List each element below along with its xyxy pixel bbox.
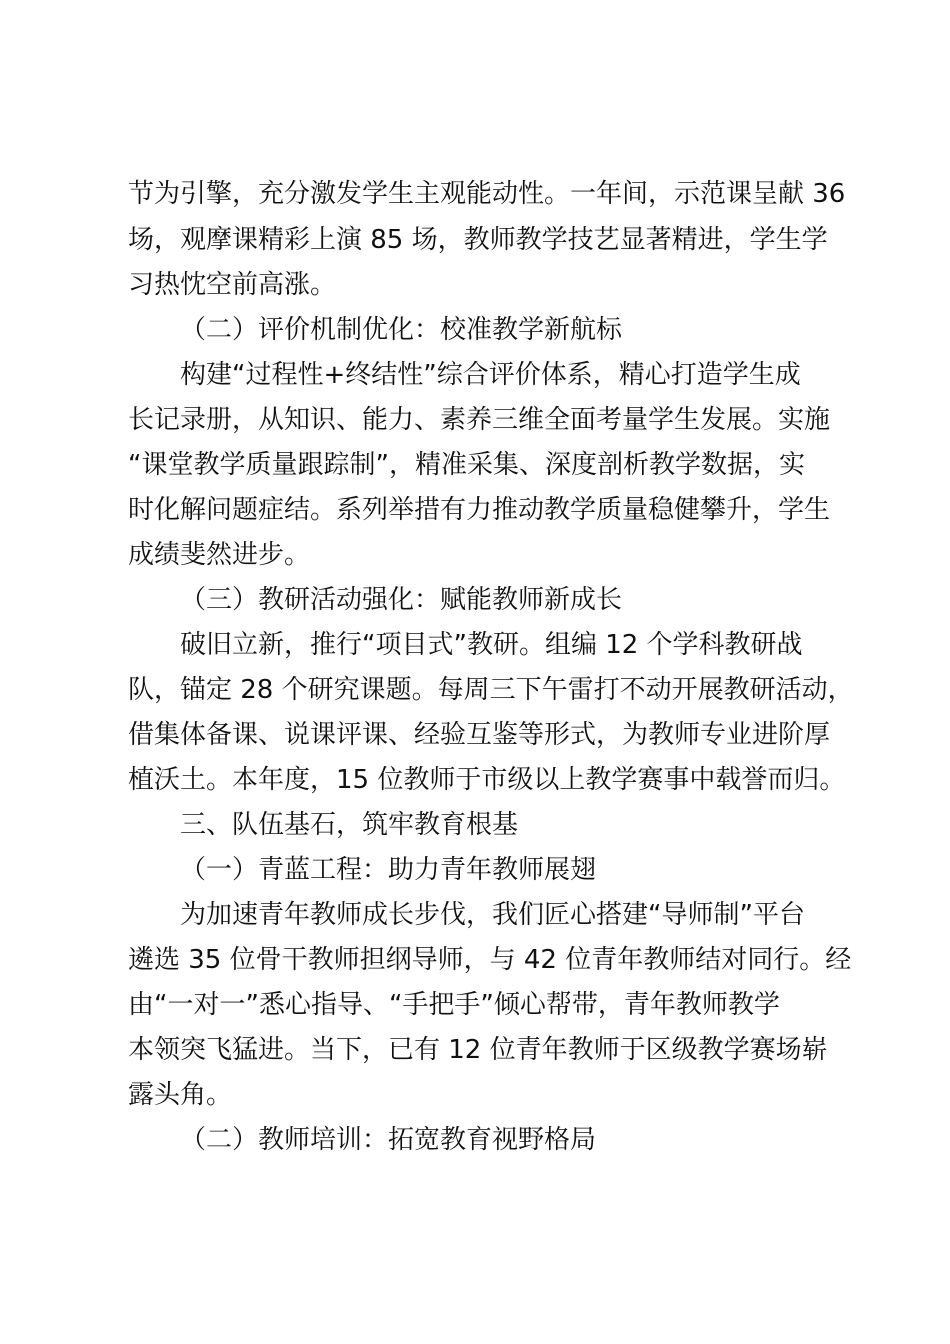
section-heading: （一）青蓝工程：助力青年教师展翅 [180, 855, 597, 885]
section-heading: （二）评价机制优化：校准教学新航标 [180, 315, 623, 345]
section-heading: （三）教研活动强化：赋能教师新成长 [180, 585, 623, 615]
paragraph-line: 遴选 35 位骨干教师担纲导师，与 42 位青年教师结对同行。经 [128, 945, 852, 975]
paragraph-line: 成绩斐然进步。 [128, 540, 311, 570]
paragraph-line: 长记录册，从知识、能力、素养三维全面考量学生发展。实施 [128, 405, 831, 435]
paragraph-line: 时化解问题症结。系列举措有力推动教学质量稳健攀升，学生 [128, 495, 831, 525]
paragraph-line: 植沃土。本年度，15 位教师于市级以上教学赛事中载誉而归。 [128, 765, 846, 795]
paragraph-line: 破旧立新，推行“项目式”教研。组编 12 个学科教研战 [180, 630, 803, 660]
section-heading: （二）教师培训：拓宽教育视野格局 [180, 1125, 597, 1155]
chapter-heading: 三、队伍基石，筑牢教育根基 [180, 810, 519, 840]
paragraph-line: 为加速青年教师成长步伐，我们匠心搭建“导师制”平台 [180, 900, 805, 930]
paragraph-line: 节为引擎，充分激发学生主观能动性。一年间，示范课呈献 36 [128, 179, 846, 209]
paragraph-line: 构建“过程性+终结性”综合评价体系，精心打造学生成 [180, 360, 801, 390]
paragraph-line: “课堂教学质量跟踪制”，精准采集、深度剖析教学数据，实 [128, 450, 805, 480]
paragraph-line: 场，观摩课精彩上演 85 场，教师教学技艺显著精进，学生学 [128, 225, 828, 255]
paragraph-line: 习热忱空前高涨。 [128, 270, 337, 300]
paragraph-line: 队，锚定 28 个研究课题。每周三下午雷打不动开展教研活动， [128, 675, 854, 705]
paragraph-line: 由“一对一”悉心指导、“手把手”倾心帮带，青年教师教学 [128, 990, 780, 1020]
paragraph-line: 露头角。 [128, 1080, 233, 1110]
paragraph-line: 借集体备课、说课评课、经验互鉴等形式，为教师专业进阶厚 [128, 720, 831, 750]
paragraph-line: 本领突飞猛进。当下，已有 12 位青年教师于区级教学赛场崭 [128, 1035, 828, 1065]
